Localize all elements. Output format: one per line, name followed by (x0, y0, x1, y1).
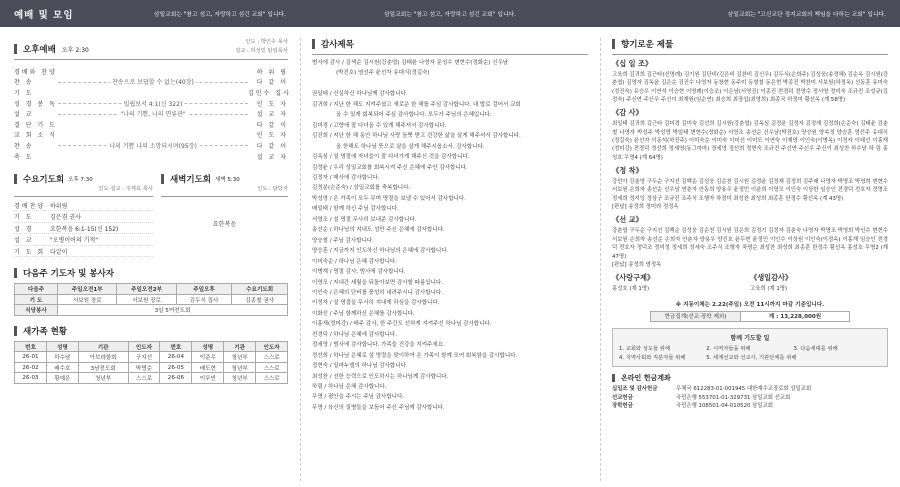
thanks-line: 김정분(손준숙) / 삼일교회를 축복합니다. (312, 185, 411, 192)
wed-title: 수요기도회 (23, 175, 65, 186)
table-cell: 박명순 (128, 362, 160, 373)
account-row (612, 385, 888, 394)
column-worship (0, 0, 300, 487)
table-header: 인도자 (256, 341, 288, 352)
table-cell: 배수호 (46, 362, 78, 373)
table-cell: 스스로 (256, 362, 288, 373)
table-cell: 26-01 (15, 352, 47, 363)
thanks-line: 이정자 / 설 명절을 무사히 지내게 하심을 감사합니다. (312, 300, 440, 307)
service-person: 인 도 자 (256, 100, 288, 108)
account-row (612, 402, 888, 411)
table-header: 성명 (46, 341, 78, 352)
relief-title: 《사랑구제》 (612, 273, 655, 283)
table-header: 번호 (160, 341, 192, 352)
service-label: 교 회 소 식 (14, 132, 57, 140)
prayer-item: 3. 다음세대를 위해 (793, 346, 838, 353)
dawn-text: 요한복음 (212, 220, 237, 228)
header-band (300, 0, 600, 27)
table-cell: 구지선 (128, 352, 160, 363)
account-row (612, 394, 888, 403)
table-cell: 서보원 장로 (58, 294, 117, 305)
table-cell: 26-06 (160, 373, 192, 384)
table-cell: 3일 5여전도회 (58, 305, 288, 316)
prayer-box (612, 328, 888, 367)
table-cell: 아브라함회 (78, 352, 128, 363)
thanks-line: 무명 / 육신의 질병들을 보듬어 주신 주님께 감사합니다. (312, 404, 445, 411)
table-cell: 청년부 (224, 362, 256, 373)
thanks-list (312, 58, 588, 413)
table-cell: 하수남 (46, 352, 78, 363)
account-value: 국민은행 108501-04-010520 삼일교회 (676, 403, 773, 410)
thanks-line: 배일태 / 함께 하신 주님 감사합니다. (312, 206, 399, 213)
service-item-text: 나의 기쁨 나의 소망되시며(95장) (109, 142, 197, 150)
section-wednesday (14, 173, 153, 257)
order-of-service (14, 66, 291, 161)
wed-row (14, 200, 153, 212)
wed-value: 요한복음 6:1-15(신 152) (50, 225, 119, 233)
thanks-line: 양승철 / 주님 감사합니다. (312, 237, 374, 244)
wed-row (14, 211, 153, 223)
table-cell: 황예은 (46, 373, 78, 384)
section-bar-icon (14, 174, 17, 184)
thanks-title: 감사제목 (321, 40, 354, 50)
thanks-line: 이홍재(정미강) / 매주 감사, 한 주간도 선하게 지켜주신 하나님 감사합니다. (312, 321, 492, 328)
table-cell: 26-02 (15, 362, 47, 373)
wed-row (14, 246, 153, 258)
next-title: 다음주 기도자 및 봉사자 (23, 269, 114, 280)
thanks-line: 김정자 / 매사에 감사합니다. (312, 174, 380, 181)
table-cell: 이무빈 (192, 373, 224, 384)
birthday-text: 고육희 (계 1명) (750, 286, 788, 293)
thanks-offering-title: 《감 사》 (612, 108, 643, 118)
service-item (58, 77, 248, 86)
thanks-line: 김귀희 / 지난 한 해도 지켜주셨고 새로운 한 해를 주심 감사합니다. 내 발로 걸어서 교회 (312, 101, 521, 108)
service-item-text: 찬송으로 보답할 수 없는(40장) (112, 79, 194, 87)
offerings-title: 향기로운 제물 (621, 40, 674, 50)
table-cell: 서보원 장로 (117, 294, 176, 305)
table-cell: 26-05 (160, 362, 192, 373)
service-row (14, 130, 288, 141)
header-band (0, 0, 300, 27)
thanks-line: 범사에 감사 / 김색순 김시원(강춘엽) 김태윤 나영자 문성수 변현수(정화순) 신우남 (312, 60, 509, 66)
thanks-line: 이인숙 / 은혜의 단비를 풍성히 내려주시니 감사합니다. (312, 289, 443, 296)
thanks-line: 권일태 / 신실하신 하나님께 감사합니다. (312, 91, 408, 98)
service-item-text: 빌립보서 4:1(신 322) (123, 100, 183, 108)
wed-row (14, 223, 153, 235)
service-row (14, 119, 288, 130)
cash-total-table (650, 311, 850, 323)
thanks-line: 이화선 / 주님 함께하신 은혜를 감사합니다. (312, 310, 415, 317)
thanks-line: 정선희 / 하나님 은혜로 설 명절을 맞이하여 온 가족이 함께 모여 회복함을 감사합니다. (312, 352, 518, 359)
wed-row (14, 234, 153, 246)
band-motto: 삼일교회는 "참고 섬고, 자랑하고 섬긴 교회" 입니다. (383, 12, 517, 18)
thanks-line: 이미숙순 / 하나님 은혜 감사합니다. (312, 258, 397, 265)
cash-label: 현금집계(선교·장학 제외) (651, 311, 741, 322)
service-row (14, 87, 291, 98)
section-offerings (612, 38, 888, 50)
table-header: 기관 (78, 341, 128, 352)
build-note: [판납] 송정희 정미라 정정옥 (612, 204, 679, 211)
table-cell: 스스로 (128, 373, 160, 384)
thanks-line: 올 수 있게 회복되어 주심 감사합니다. 모두가 주님의 은혜입니다. (336, 112, 492, 119)
thanks-line: 양승훈 / 지금까지 인도하신 하나님의 은혜에 감사합니다. (312, 248, 449, 255)
thanks-line: 하림 / 하나님 은혜 감사합니다. (312, 384, 387, 391)
wed-value: 김은겸 권사 (50, 214, 81, 222)
thanks-line: 송선순 / 하나님의 지내도 섬만 주신 은혜에 감사합니다. (312, 227, 445, 234)
service-person: 다 같 이 (256, 142, 288, 150)
mission-title: 《선 교》 (612, 215, 643, 225)
table-cell: 스스로 (256, 373, 288, 384)
account-value: 우체국 612283-01-001945 대한예수교장로회 삼일교회 (676, 386, 812, 393)
auto-transfer-note: ※ 지동이체는 2.22(주일) 오전 11시까지 마감 기준입니다. (675, 301, 825, 308)
band-motto: 삼일교회는 "참고 섬고, 자랑하고 섬긴 교회" 입니다. (153, 12, 286, 18)
wed-label: 기 도 회 (14, 248, 46, 256)
prayer-item: 2. 시역자들을 위해 (706, 346, 751, 353)
service-label: 찬 송 (14, 142, 34, 150)
wed-value: 하위림 (50, 202, 68, 210)
wed-meta: 인도·설교 : 주재효 목사 (98, 186, 153, 193)
table-header: 다음주 (15, 284, 58, 295)
service-preacher: 설교 : 하성민 담임목사 (235, 47, 288, 54)
service-row (14, 151, 288, 162)
online-title: 온라인 헌금계좌 (621, 374, 671, 383)
section-bar-icon (312, 39, 315, 49)
relief-text: 홍성호 (계 1명) (612, 286, 650, 293)
service-label: 결 단 기 도 (14, 121, 57, 129)
table-cell: 기 도 (15, 294, 58, 305)
service-time: 오후 2:30 (61, 46, 89, 54)
section-thanks (312, 38, 588, 50)
thanks-line: 이병재 / 명절 감사, 범사에 감사합니다. (312, 269, 406, 276)
service-row (14, 66, 288, 77)
dawn-meta: 인도 : 담당자 (257, 186, 288, 193)
prayer-item: 1. 교회와 성도들 위해 (619, 346, 671, 353)
section-next-week (14, 267, 288, 279)
build-names: 강민아 강춘영 구두순 구지선 김백순 김성웅 김순천 김시원 김정윤 김정재 김정희 김주래 나영자 박명조 박영희 변현수 서보원 손희자 송선순 신우남 연춘자 안동희 양용우 윤정민 이윤희 이영모 이인숙 이상한 임승인 전경덕 전호자 정명조 정세희 정지잉 정상구 조규진 조주식 조행자 차경미 최성찬 최성희 최종훈 한정수 황선옥 (계 43명) (612, 179, 888, 202)
wed-order (14, 200, 153, 258)
section-bar-icon (612, 39, 615, 49)
table-cell: 26-03 (15, 373, 47, 384)
service-person: 다 같 이 (256, 79, 288, 87)
table-header: 주일오전2부 (117, 284, 176, 295)
section-bar-icon (14, 268, 17, 278)
thanks-line: 정세영 / 범사에 감사합니다. 가족들 건강을 지켜주세요. (312, 342, 445, 349)
thanks-line: 올 한해도 하나님 뜻으로 살을 살게 해주시옵소서. 감사합니다. (336, 143, 485, 150)
service-label: 찬 송 (14, 79, 34, 87)
wed-time: 오후 7:30 (68, 177, 93, 184)
thanks-line: 김미경 / 고향에 잘 다녀올 수 있게 해주셔서 감사합니다. (312, 122, 447, 129)
table-cell: 26-04 (160, 352, 192, 363)
section-bar-icon (161, 174, 164, 184)
section-bar-icon (14, 44, 17, 54)
service-title: 오후예배 (23, 45, 56, 55)
table-header: 주일오전1부 (58, 284, 117, 295)
dawn-time: 새벽 5:30 (215, 177, 240, 184)
prayer-item: 4. 지역사회와 직분자들 위해 (619, 354, 686, 361)
thanks-line: 전경덕 / 하나님 은혜에 감사합니다. (312, 331, 397, 338)
table-cell: 청년부 (224, 373, 256, 384)
table-cell: 3남전도회 (78, 362, 128, 373)
service-row (14, 98, 288, 109)
thanks-line: 김옥심 / 설 명절에 자녀들이 잘 다녀가게 해주신 것을 감사합니다. (312, 154, 470, 161)
table-header: 주일오후 (176, 284, 232, 295)
cash-value: 계 : 13,228,000원 (741, 311, 850, 322)
account-value: 국민은행 553701-01-329731 삼일교회 선교회 (676, 394, 791, 401)
service-row (14, 108, 288, 119)
account-label: 선교헌금 (612, 394, 633, 401)
band-motto: 삼일교회는 "고신교단 정지교회의 책임을 다하는 교회" 입니다. (727, 12, 886, 18)
new-family-table (14, 341, 288, 384)
mission-names: 강춘엽 구두순 구지선 김백순 김성웅 김순천 김시원 김은희 김정기 김정자 김춘숙 나영자 박명조 박영희 박인수 변현수 서보원 손희자 송선순 손희자 안춘자 양용우 양진호 윤두현 윤정민 이인수 이상원 이인숙(이정옥) 이홍재 임승인 전경덕 전호자 정덕조 정미정 정세희 정세숙 조주식 조행자 차명순 최성찬 최성희 최종훈 한정수 황선옥 홍성호 무명2 (계 47명) (612, 228, 888, 260)
table-cell: 배도현 (192, 362, 224, 373)
service-item (58, 141, 248, 150)
thanks-line: 무명 / 평안을 주시는 주님 감사합니다. (312, 394, 405, 401)
table-row (15, 362, 288, 373)
account-label: 십일조 및 감사헌금 (612, 386, 658, 393)
service-label: 설 교 (14, 111, 34, 119)
birthday-title: 《생일감사》 (750, 273, 793, 283)
service-person: 인 도 자 (256, 132, 288, 140)
wed-value: 다같이 (50, 248, 68, 256)
table-cell: 청년부 (224, 352, 256, 363)
column-thanks (300, 0, 600, 487)
table-cell: 스스로 (256, 352, 288, 363)
service-row (14, 77, 288, 88)
service-person: 김민수 집사 (248, 89, 291, 97)
wed-value: "오병이어의 기적" (50, 237, 98, 245)
tithe-title: 《십 일 조》 (612, 59, 653, 68)
dawn-title: 새벽기도회 (169, 175, 212, 186)
tithe-names: 고육희 김귀희 김근타(신영례) 김기원 김단비(김은비 김찬비 김신우) 김두식(손희주) 김성웅(송정혜) 김순옥 김시원(강춘엽) 김영자 김옥윤 김은순 김진수 나영자 동창현 동주미 동형철 동은현 박종진 박찬미 서보원(하정옥) 선동훈 유미숙(정진숙) 유승우 이연석 이승현 이영례(이승조) 이은남(서영진) 이종진 전경덕 전영수 정서영 정미숙 조규진 조성규(김정숙) 주신연 주신우 주신이 최재원(임순연) 최승희 최장섭(최영희) 최종국 하정미 황선옥 (계 58명) (612, 72, 888, 104)
service-person: 하 위 림 (256, 68, 288, 76)
wed-label: 성 경 (14, 225, 34, 233)
service-person: 다 같 이 (256, 121, 288, 129)
section-bar-icon (612, 374, 615, 382)
thanks-offering-names: 최일태 김귀희 김근타 김미경 김미숙 김선희 김시원(강춘엽) 김옥심 김정윤 김정자 김정재 김정희(손준숙) 김태윤 김춘철 나영자 박성주 박성영 박일태 변현수(정화순) 서영조 송선순 신우남(박진호) 양승원 양속정 양승훈 엄선주 유대식(정길숙) 윤선자 이동석(하진주) 이미숙순 이미숙 이미선 이미모 이연숙 이재영 이인숙(이병옥) 이정자 이태선 이홍재(정미강) 전경덕 정선희 정세영(동그마마) 정세영 정선희 정현숙 조규진 주신연 주신우 주신이 최성찬 하수남 하 림 홍성호 무명4 (계 64명) (612, 121, 888, 161)
wed-label: 설 교 (14, 237, 34, 245)
account-label: 장학헌금 (612, 403, 633, 410)
newfamily-title: 새가족 현황 (23, 326, 68, 337)
table-cell: 청년부 (78, 373, 128, 384)
service-label: 축 도 (14, 153, 34, 161)
table-header: 기관 (224, 341, 256, 352)
header-band (600, 0, 900, 27)
prayer-item: 5. 세계선교와 선교사, 기관단체를 위해 (706, 354, 797, 361)
section-afternoon-service (14, 43, 89, 55)
table-header: 인도자 (128, 341, 160, 352)
service-label: 기 도 (14, 89, 34, 97)
thanks-line: (박진호) 염선주 윤선자 유대식(정길숙) (336, 70, 430, 77)
thanks-line: 정현숙 / 일마누엘의 하나님 감사합니다. (312, 363, 408, 370)
table-header: 번호 (15, 341, 47, 352)
thanks-line: 김진희 / 지난 한 해 동안 하나님 사랑 듬뿍 받고 건강한 삶을 살게 해주셔서 감사합니다. (312, 133, 521, 140)
thanks-line: 최성찬 / 선한 능력으로 인도하시는 하나님께 감사합니다. (312, 373, 449, 380)
thanks-line: 서영조 / 설 명절 무사히 보내준 감사합니다. (312, 216, 417, 223)
table-header: 수요기도회 (232, 284, 288, 295)
thanks-line: 김정윤 / 우리 성일교회를 회복시켜 주신 은혜에 주안 감사합니다. (312, 164, 468, 171)
service-label: 경배와 찬양 (14, 68, 57, 76)
wed-label: 기 도 (14, 214, 34, 222)
service-row (14, 140, 288, 151)
service-leader: 인도 : 박인수 목사 (245, 39, 288, 45)
next-week-table (14, 283, 288, 316)
table-row (15, 352, 288, 363)
service-label: 성 경 봉 독 (14, 100, 57, 108)
wed-label: 경배찬양 (14, 202, 46, 210)
table-cell: 김두식 집사 (176, 294, 232, 305)
service-item (58, 109, 248, 118)
section-dawn (161, 173, 288, 257)
section-online-accounts (612, 373, 888, 383)
table-row (15, 373, 288, 384)
thanks-line: 이영모 / 지내간 세월을 뒤돌아보면 감사할 따름입니다. (312, 279, 443, 286)
table-cell: 김종철 권사 (232, 294, 288, 305)
service-person: 설 교 자 (256, 111, 288, 119)
service-item (58, 99, 248, 108)
thanks-line (312, 79, 588, 89)
build-title: 《정 착》 (612, 166, 643, 176)
table-cell: 식당봉사 (15, 305, 58, 316)
prayer-title: 함께 기도할 일 (730, 335, 770, 343)
table-cell: 이준우 (192, 352, 224, 363)
section-bar-icon (14, 326, 17, 336)
mission-note: [판납] 송정희 염정옥 (612, 261, 662, 268)
service-item-text: "나의 기쁨, 나의 면류관" (120, 111, 186, 119)
section-new-family (14, 325, 288, 337)
band-title: 예배 및 모임 (14, 9, 74, 21)
thanks-line: 박성영 / 온 가족이 모두 무며 명절을 보낼 수 있어서 감사합니다. (312, 195, 466, 202)
table-header: 성명 (192, 341, 224, 352)
column-offerings (600, 0, 900, 487)
service-person: 설 교 자 (256, 153, 288, 161)
